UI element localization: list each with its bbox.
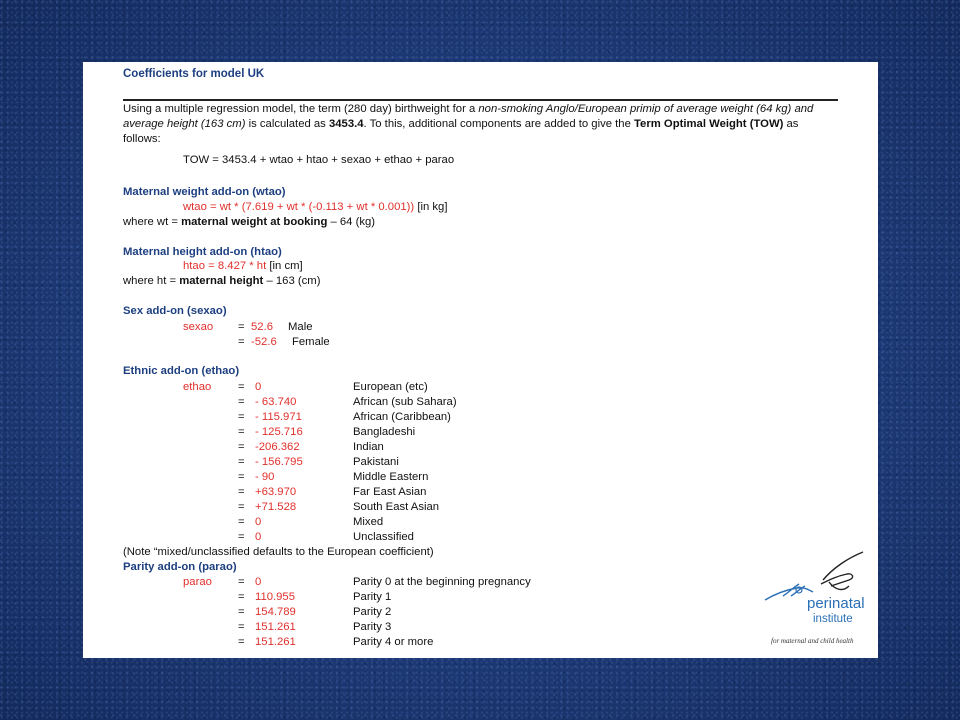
- height-heading: Maternal height add-on (htao): [123, 246, 282, 258]
- ethnic-label: South East Asian: [353, 501, 440, 513]
- ethnic-note: (Note “mixed/unclassified defaults to the European coefficient): [123, 546, 434, 558]
- parity-value: 151.261: [255, 636, 296, 648]
- intro-base-value: 3453.4: [328, 118, 364, 130]
- ethnic-eq: =: [238, 516, 245, 528]
- ethnic-label: Mixed: [353, 516, 384, 528]
- height-where: [123, 274, 320, 289]
- parity-label: Parity 4 or more: [353, 636, 434, 648]
- page-title: Coefficients for model UK: [123, 68, 265, 80]
- ethnic-value: - 156.795: [255, 456, 303, 468]
- weight-unit: [in kg]: [414, 201, 448, 213]
- height-unit: [in cm]: [266, 260, 303, 272]
- parity-eq: =: [238, 591, 245, 603]
- ethnic-label: European (etc): [353, 381, 428, 393]
- ethnic-eq: =: [238, 456, 245, 468]
- ethnic-value: 0: [255, 531, 262, 543]
- sex-eq: =: [238, 336, 245, 348]
- logo-name-line1: perinatal: [807, 595, 865, 612]
- parity-value: 151.261: [255, 621, 296, 633]
- ethnic-value: +71.528: [255, 501, 297, 513]
- logo-name-line2: institute: [813, 613, 853, 625]
- ethnic-value: -206.362: [255, 441, 300, 453]
- parity-eq: =: [238, 576, 245, 588]
- weight-where-bold: maternal weight at booking: [181, 216, 328, 228]
- parity-eq: =: [238, 621, 245, 633]
- intro-text-1: Using a multiple regression model, the term (280 day) birthweight for a: [123, 103, 479, 115]
- intro-text-3: . To this, additional components are added to give the: [363, 118, 634, 130]
- parity-value: 0: [255, 576, 262, 588]
- ethnic-heading: Ethnic add-on (ethao): [123, 365, 240, 377]
- document-page: [83, 62, 878, 658]
- sex-heading: Sex add-on (sexao): [123, 305, 227, 317]
- parity-label: Parity 3: [353, 621, 392, 633]
- ethnic-label: Indian: [353, 441, 384, 453]
- ethnic-value: - 90: [255, 471, 275, 483]
- parity-var: parao: [183, 576, 212, 588]
- sex-label: Female: [292, 336, 330, 348]
- ethnic-eq: =: [238, 396, 245, 408]
- weight-where: [123, 215, 375, 230]
- tow-formula: TOW = 3453.4 + wtao + htao + sexao + ethao + parao: [183, 154, 455, 166]
- height-formula: htao = 8.427 * ht: [183, 260, 267, 272]
- parity-eq: =: [238, 606, 245, 618]
- parity-value: 110.955: [255, 591, 295, 603]
- weight-where-suffix: – 64 (kg): [327, 216, 376, 228]
- ethnic-eq: =: [238, 381, 245, 393]
- weight-heading: Maternal weight add-on (wtao): [123, 186, 286, 198]
- parity-label: Parity 0 at the beginning pregnancy: [353, 576, 531, 588]
- ethnic-eq: =: [238, 441, 245, 453]
- ethnic-value: - 63.740: [255, 396, 297, 408]
- intro-text-2: is calculated as: [245, 118, 329, 130]
- parity-label: Parity 1: [353, 591, 392, 603]
- intro-tow: Term Optimal Weight (TOW): [634, 118, 784, 130]
- logo-tagline: for maternal and child health: [771, 637, 854, 645]
- parity-label: Parity 2: [353, 606, 392, 618]
- intro-italic: non-smoking Anglo/European primip of average weight (64 kg) and average height (163 cm): [123, 103, 814, 130]
- height-where-bold: maternal height: [179, 275, 264, 287]
- ethnic-eq: =: [238, 531, 245, 543]
- parity-heading: Parity add-on (parao): [123, 561, 237, 573]
- parity-value: 154.789: [255, 606, 296, 618]
- weight-formula-line: [183, 200, 447, 215]
- perinatal-institute-logo: [763, 550, 873, 650]
- ethnic-label: Far East Asian: [353, 486, 427, 498]
- ethnic-label: Bangladeshi: [353, 426, 416, 438]
- height-where-prefix: where ht =: [123, 275, 180, 287]
- ethnic-var: ethao: [183, 381, 212, 393]
- parity-eq: =: [238, 636, 245, 648]
- sex-var: sexao: [183, 321, 214, 333]
- ethnic-label: African (sub Sahara): [353, 396, 457, 408]
- sex-label: Male: [288, 321, 313, 333]
- ethnic-label: Middle Eastern: [353, 471, 429, 483]
- ethnic-label: Unclassified: [353, 531, 414, 543]
- ethnic-value: 0: [255, 516, 262, 528]
- sex-value: 52.6: [251, 321, 273, 333]
- ethnic-label: African (Caribbean): [353, 411, 451, 423]
- sex-value: -52.6: [251, 336, 277, 348]
- ethnic-value: 0: [255, 381, 262, 393]
- sex-eq: =: [238, 321, 245, 333]
- ethnic-value: - 115.971: [255, 411, 302, 423]
- ethnic-eq: =: [238, 486, 245, 498]
- ethnic-eq: =: [238, 411, 245, 423]
- weight-formula: wtao = wt * (7.619 + wt * (-0.113 + wt * 0.001)): [183, 201, 415, 213]
- ethnic-eq: =: [238, 426, 245, 438]
- title-divider: [123, 99, 838, 101]
- ethnic-eq: =: [238, 471, 245, 483]
- intro-paragraph: [123, 102, 838, 147]
- ethnic-label: Pakistani: [353, 456, 399, 468]
- ethnic-eq: =: [238, 501, 245, 513]
- ethnic-value: - 125.716: [255, 426, 303, 438]
- ethnic-value: +63.970: [255, 486, 297, 498]
- height-formula-line: [183, 259, 303, 274]
- height-where-suffix: – 163 (cm): [263, 275, 321, 287]
- intro-text-4: as follows:: [123, 118, 799, 145]
- weight-where-prefix: where wt =: [123, 216, 182, 228]
